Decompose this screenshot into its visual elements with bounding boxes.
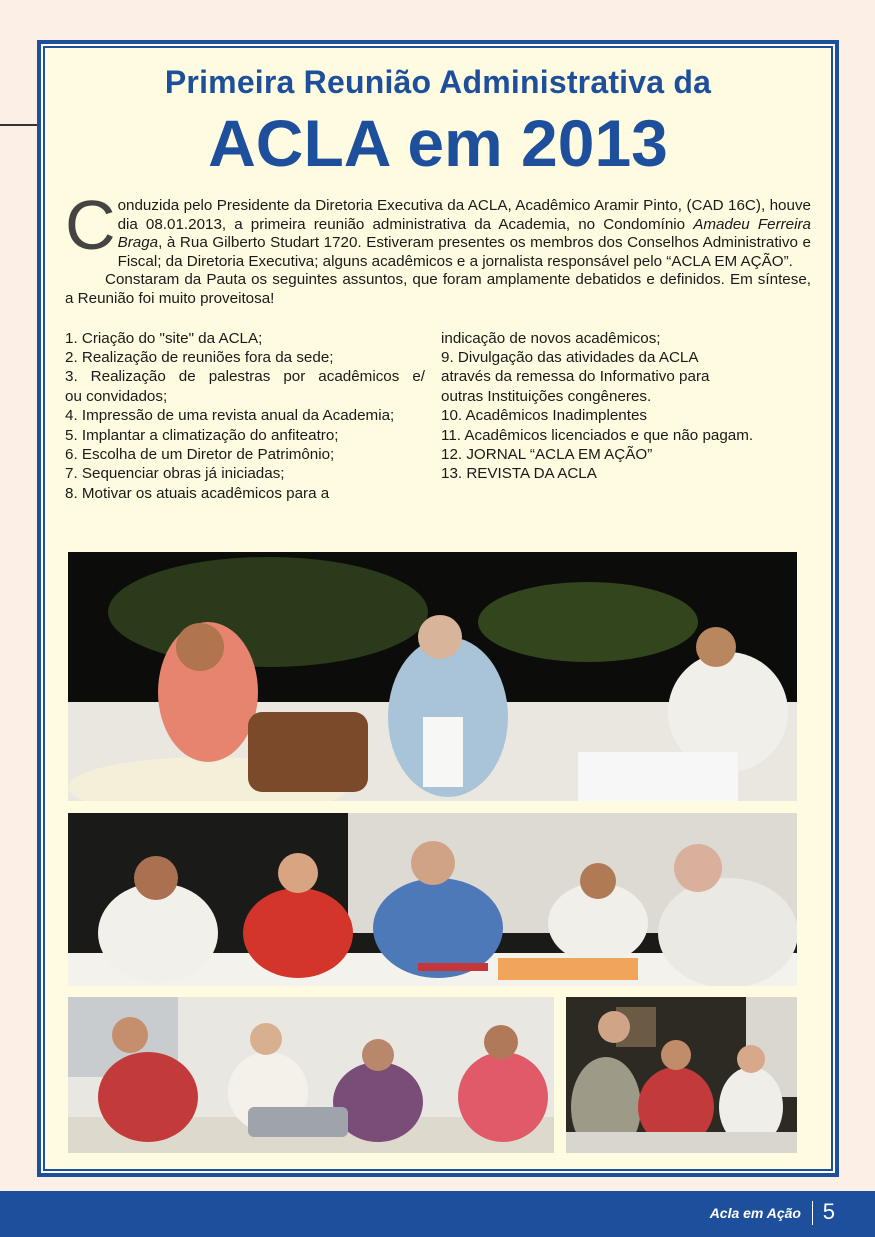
meeting-photo-4 bbox=[566, 997, 797, 1153]
agenda-item: 13. REVISTA DA ACLA bbox=[441, 465, 597, 483]
footer-divider bbox=[812, 1201, 813, 1225]
intro-paragraph-2: Constaram da Pauta os seguintes assuntos, que foram amplamente debatidos e definidos. Em síntese, a Reunião foi muito proveitosa! bbox=[65, 271, 811, 307]
agenda-item: 5. Implantar a climatização do anfiteatro; bbox=[65, 426, 339, 444]
intro-paragraph-1 bbox=[65, 186, 812, 271]
agenda-item: 1. Criação do "site" da ACLA; bbox=[65, 329, 263, 347]
agenda-item: 9. Divulgação das atividades da ACLA bbox=[441, 348, 699, 366]
agenda-item: outras Instituições congêneres. bbox=[441, 387, 652, 405]
agenda-item: através da remessa do Informativo para bbox=[441, 368, 710, 386]
meeting-photo-2 bbox=[68, 813, 797, 986]
article-title-line1: Primeira Reunião Administrativa da bbox=[164, 64, 712, 100]
agenda-item: 4. Impressão de uma revista anual da Academia; bbox=[65, 407, 395, 425]
agenda-item: 3. Realização de palestras por acadêmicos e/ bbox=[65, 368, 425, 386]
agenda-item: 6. Escolha de um Diretor de Patrimônio; bbox=[65, 446, 335, 463]
agenda-item: ou convidados; bbox=[65, 387, 168, 405]
footer-publication-name: Acla em Ação bbox=[709, 1205, 801, 1221]
meeting-photo-1 bbox=[68, 552, 797, 801]
article-title-line2: ACLA em 2013 bbox=[208, 106, 668, 180]
drop-cap: C bbox=[65, 186, 116, 264]
page-footer bbox=[0, 1191, 875, 1237]
agenda-item: 8. Motivar os atuais acadêmicos para a bbox=[65, 484, 330, 502]
article-intro bbox=[65, 186, 812, 309]
agenda-item: 2. Realização de reuniões fora da sede; bbox=[65, 348, 334, 366]
agenda-item: 7. Sequenciar obras já iniciadas; bbox=[65, 465, 285, 483]
agenda-column-left bbox=[65, 329, 425, 504]
footer-page-number: 5 bbox=[822, 1199, 835, 1224]
page-edge-rule bbox=[0, 124, 38, 126]
meeting-photo-3 bbox=[68, 997, 554, 1153]
agenda-column-right bbox=[441, 329, 771, 504]
agenda-item: 11. Acadêmicos licenciados e que não pagam. bbox=[441, 426, 754, 444]
intro-text-b: , à Rua Gilberto Studart 1720. Estiveram presentes os membros dos Conselhos Administrativo e Fiscal; da Diretoria Executiva; alguns acadêmicos e a jornalista responsável pelo “ACLA EM AÇÃO”. bbox=[117, 234, 811, 270]
agenda-list bbox=[65, 329, 811, 504]
intro-text-a: onduzida pelo Presidente da Diretoria Executiva da ACLA, Acadêmico Aramir Pinto, (CAD 16C), houve dia 08.01.2013, a primeira reunião administrativa da Academia, no Condomínio bbox=[117, 197, 811, 233]
intro-text-italic: Amadeu Ferreira Braga bbox=[117, 215, 812, 252]
agenda-item: 12. JORNAL “ACLA EM AÇÃO” bbox=[441, 446, 653, 463]
agenda-item: indicação de novos acadêmicos; bbox=[441, 329, 661, 347]
agenda-item: 10. Acadêmicos Inadimplentes bbox=[441, 407, 647, 425]
